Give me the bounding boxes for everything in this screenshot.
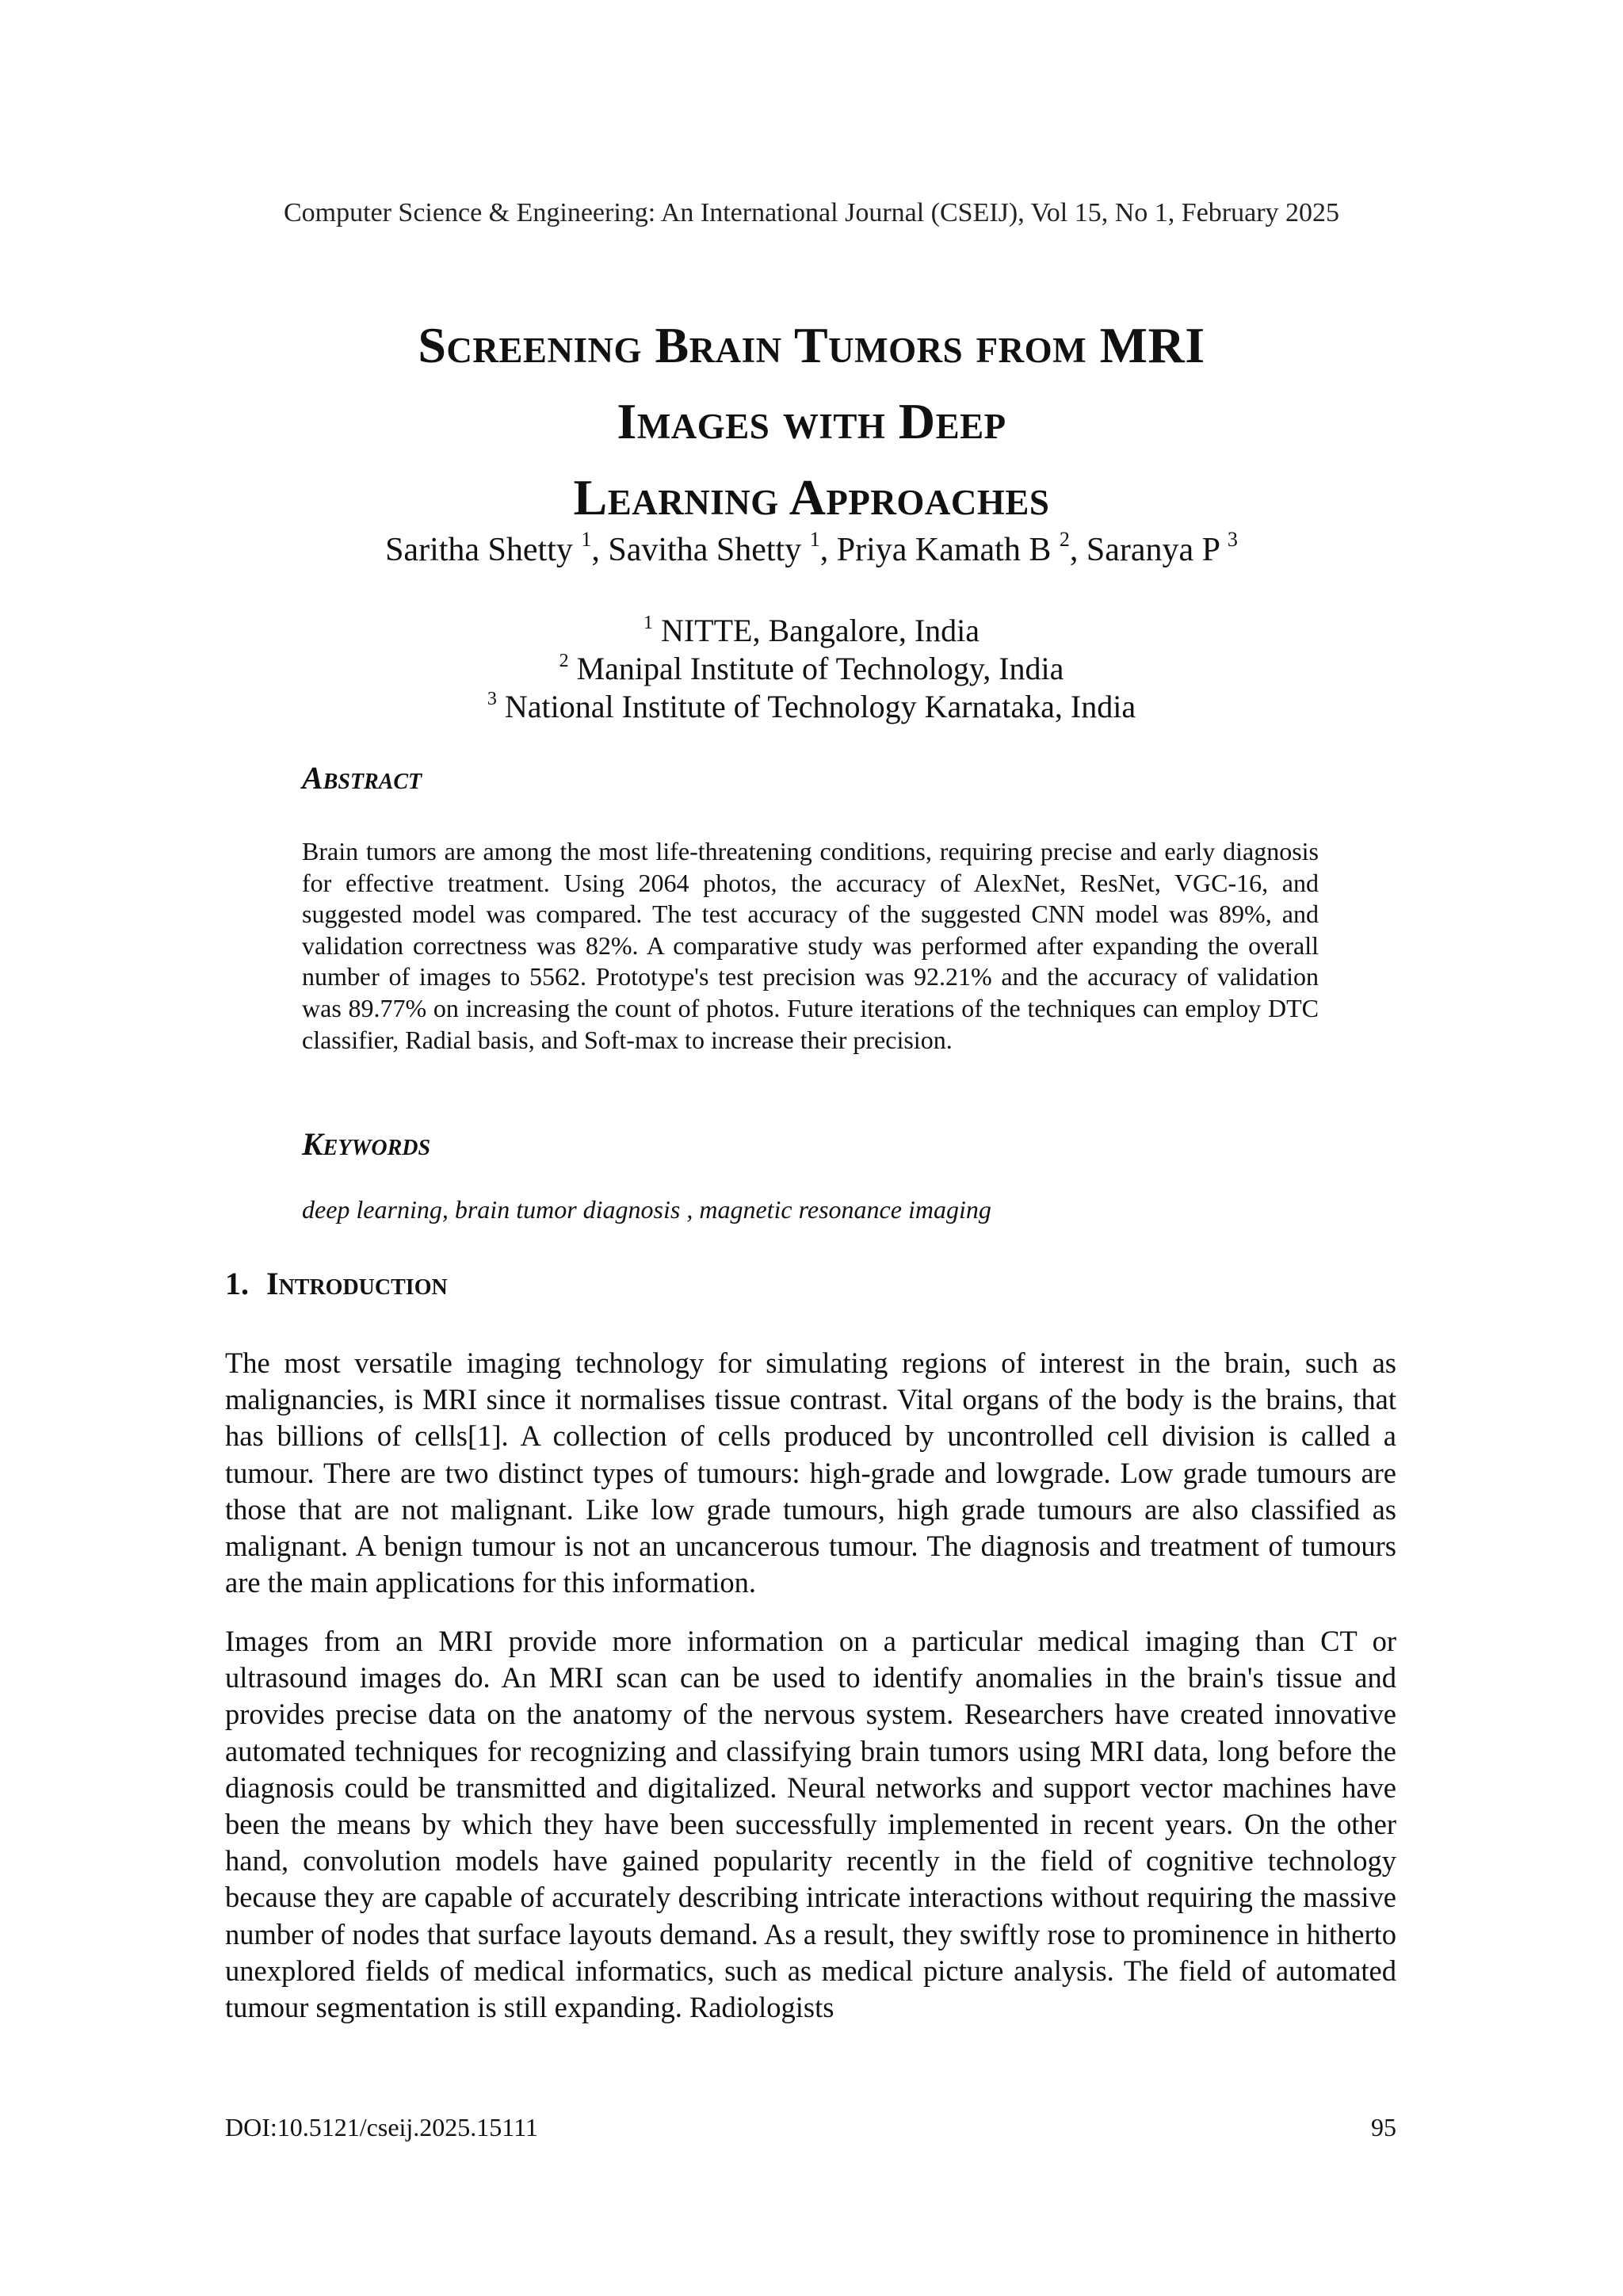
title-line: Learning Approaches	[573, 469, 1050, 525]
author-affiliation-mark: 1	[809, 528, 820, 551]
affiliation-mark: 2	[559, 651, 569, 671]
section-number: 1.	[225, 1266, 249, 1301]
abstract-text: Brain tumors are among the most life-threatening conditions, requiring precise and early diagnosis for effective treatment. Using 2064 photos, the accuracy of AlexNet, ResNet, VGC-16, and suggested model was compared. The test accuracy of the suggested CNN model was 89%, and validation correctness was 82%. A comparative study was performed after expanding the overall number of images to 5562. Prototype's test precision was 92.21% and the accuracy of validation was 89.77% on increasing the count of photos. Future iterations of the techniques can employ DTC classifier, Radial basis, and Soft-max to increase their precision.	[302, 837, 1319, 1054]
body-paragraph: The most versatile imaging technology for simulating regions of interest in the brain, such as malignancies, is MRI since it normalises tissue contrast. Vital organs of the body is the brains, that has billions of cells[1]. A collection of cells produced by uncontrolled cell division is called a tumour. There are two distinct types of tumours: high-grade and lowgrade. Low grade tumours are those that are not malignant. Like low grade tumours, high grade tumours are also classified as malignant. A benign tumour is not an uncancerous tumour. The diagnosis and treatment of tumours are the main applications for this information.	[225, 1347, 1396, 1599]
author-list: Saritha Shetty $^1$, Savitha Shetty $^1$, Priya Kamath B $^2$, Saranya P $^3$	[385, 528, 1238, 568]
section-title: Introduction	[266, 1266, 448, 1301]
affiliation-text: National Institute of Technology Karnataka, India	[504, 689, 1136, 724]
affiliation	[0, 650, 1623, 688]
doi-footer: DOI:10.5121/cseij.2025.15111	[225, 2113, 538, 2141]
running-header: Computer Science & Engineering: An International Journal (CSEIJ), Vol 15, No 1, February 2025	[283, 198, 1340, 227]
title-line: Screening Brain Tumors from MRI	[418, 317, 1205, 373]
section-heading-introduction	[225, 1265, 448, 1302]
keywords-heading: Keywords	[302, 1126, 431, 1162]
author-affiliation-mark: 2	[1059, 528, 1070, 551]
affiliation-text: NITTE, Bangalore, India	[660, 613, 980, 648]
title-line: Images with Deep	[617, 393, 1006, 449]
author-name: Saranya P	[1086, 532, 1220, 568]
keywords-text: deep learning, brain tumor diagnosis , magnetic resonance imaging	[302, 1195, 991, 1224]
author-affiliation-mark: 3	[1227, 528, 1238, 551]
author-affiliation-mark: 1	[581, 528, 592, 551]
affiliation-mark: 3	[487, 689, 497, 709]
abstract-heading: Abstract	[302, 760, 422, 796]
body-paragraph: Images from an MRI provide more information on a particular medical imaging than CT or ultrasound images do. An MRI scan can be used to identify anomalies in the brain's tissue and provides precise data on the anatomy of the nervous system. Researchers have created innovative automated techniques for recognizing and classifying brain tumors using MRI data, long before the diagnosis could be transmitted and digitalized. Neural networks and support vector machines have been the means by which they have been successfully implemented in recent years. On the other hand, convolution models have gained popularity recently in the field of cognitive technology because they are capable of accurately describing intricate interactions without requiring the massive number of nodes that surface layouts demand. As a result, they swiftly rose to prominence in hitherto unexplored fields of medical informatics, such as medical picture analysis. The field of automated tumour segmentation is still expanding. Radiologists	[225, 1625, 1396, 2024]
affiliation	[0, 688, 1623, 726]
page-number: 95	[1371, 2113, 1396, 2141]
affiliation-list	[0, 612, 1623, 726]
paper-title	[0, 308, 1623, 536]
author-name: Savitha Shetty	[608, 532, 802, 568]
affiliation-mark: 1	[643, 613, 653, 633]
affiliation-text: Manipal Institute of Technology, India	[576, 651, 1064, 686]
author-name: Saritha Shetty	[385, 532, 573, 568]
affiliation	[0, 612, 1623, 650]
author-name: Priya Kamath B	[836, 532, 1052, 568]
